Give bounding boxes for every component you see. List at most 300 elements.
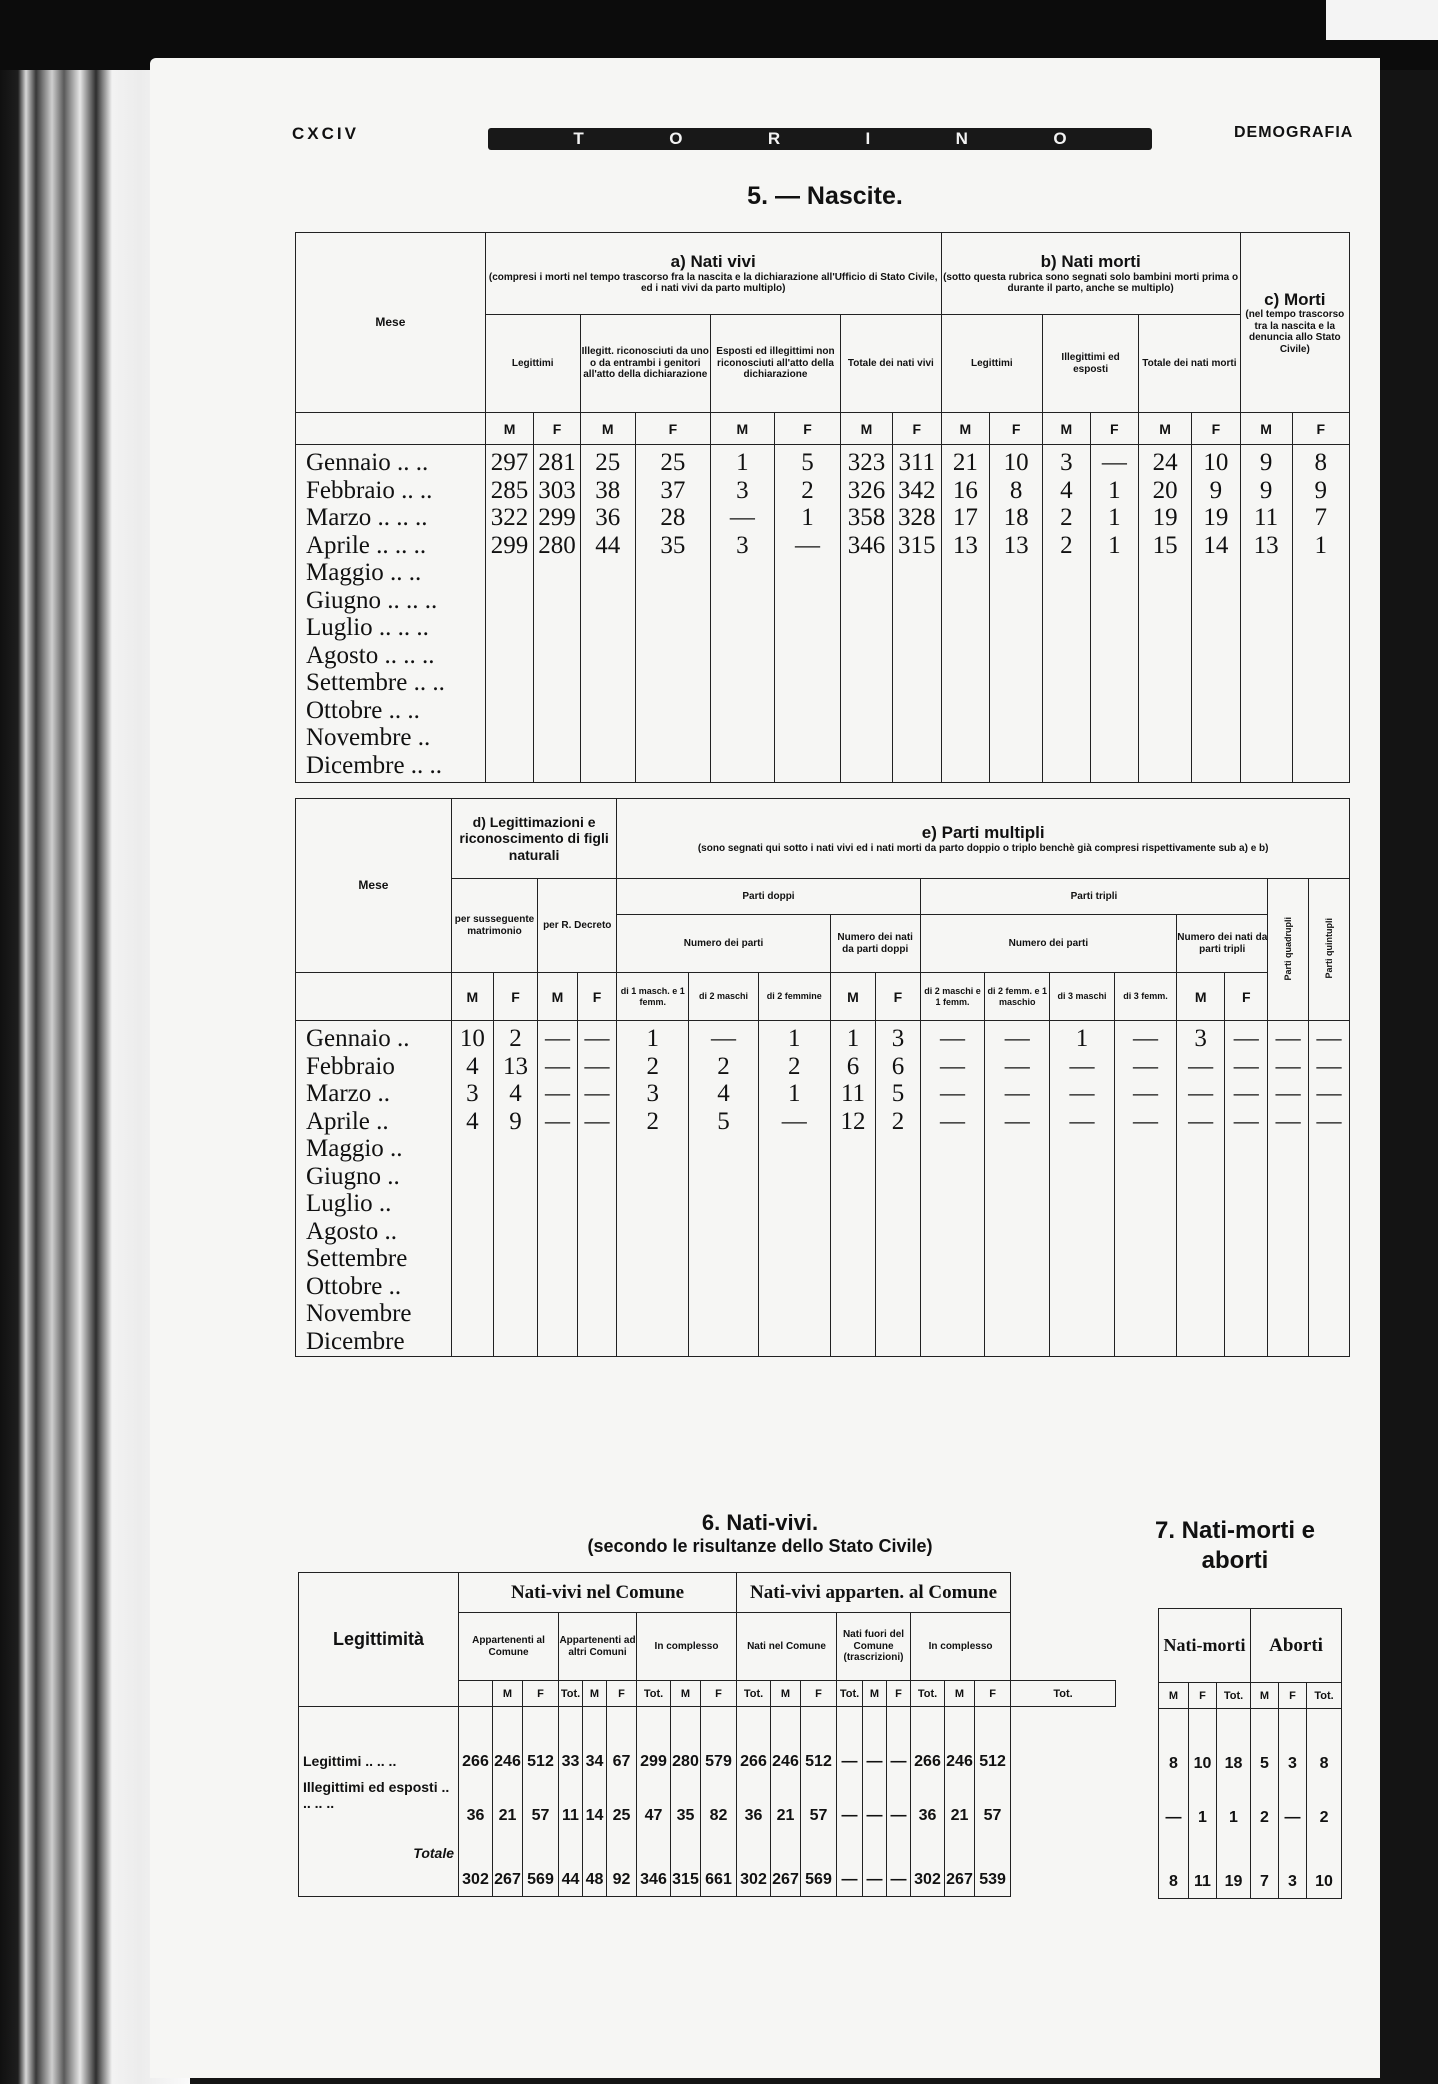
data-cell: 11 <box>840 1080 866 1107</box>
month-label: Gennaio .. .. <box>306 449 429 476</box>
data-cell: 1 <box>1229 1809 1238 1826</box>
month-label: Aprile .. .. .. <box>306 531 427 559</box>
data-cell: 5 <box>891 1080 905 1107</box>
data-cell: 1 <box>801 504 814 531</box>
data-cell: 2 <box>788 1052 801 1080</box>
data-cell: 2 <box>1060 504 1073 531</box>
data-cell: — <box>1316 1025 1342 1052</box>
m-label: M <box>771 1681 801 1707</box>
m-label: M <box>1240 413 1292 445</box>
data-cell: 267 <box>772 1871 799 1888</box>
data-cell: — <box>940 1080 965 1107</box>
data-cell: 13 <box>502 1052 528 1080</box>
data-cell: — <box>544 1052 570 1080</box>
data-cell: — <box>940 1052 965 1080</box>
f-label: F <box>975 1681 1011 1707</box>
data-cell: 267 <box>946 1871 973 1888</box>
data-column <box>1050 1021 1115 1357</box>
data-cell: 302 <box>740 1871 767 1888</box>
m-label: M <box>1159 1683 1189 1709</box>
data-cell: 9 <box>1314 476 1327 504</box>
data-cell: 35 <box>660 531 686 559</box>
data-cell: — <box>584 1025 610 1052</box>
data-cell: 285 <box>490 476 529 504</box>
data-cell: 14 <box>585 1807 604 1824</box>
f-label: F <box>1225 973 1268 1021</box>
f-label: F <box>701 1681 737 1707</box>
data-cell: 512 <box>805 1753 832 1770</box>
band-letter: O <box>1053 129 1067 148</box>
data-cell: 3 <box>891 1025 905 1052</box>
d-per-matr: per susseguente matrimonio <box>451 879 537 973</box>
c-header <box>1240 233 1349 413</box>
data-cell: 24 <box>1152 449 1178 476</box>
data-cell: 6 <box>891 1052 905 1080</box>
data-cell: 13 <box>1003 531 1029 559</box>
tot-label: Tot. <box>911 1681 945 1707</box>
band-letter: T <box>573 129 584 148</box>
data-cell: 3 <box>1288 1873 1297 1890</box>
data-cell: — <box>1133 1107 1159 1135</box>
data-cell: — <box>940 1025 965 1052</box>
data-cell: 5 <box>1260 1755 1269 1772</box>
m-label: M <box>841 413 893 445</box>
b-legittimi: Legittimi <box>941 315 1043 413</box>
g5: Nati fuori del Comune (trascrizioni) <box>837 1613 911 1681</box>
e-2f1m: di 2 femm. e 1 maschio <box>985 973 1050 1021</box>
data-cell: 21 <box>776 1807 795 1824</box>
data-cell: — <box>1004 1025 1030 1052</box>
e-title: e) Parti multipli <box>921 822 1045 842</box>
tot-label: Tot. <box>1217 1683 1251 1709</box>
tot-label: Tot. <box>837 1681 863 1707</box>
data-column <box>523 1707 559 1897</box>
tot-label: Tot. <box>737 1681 771 1707</box>
month-label: Maggio .. .. <box>306 559 422 586</box>
data-column <box>635 445 710 783</box>
data-cell: 92 <box>612 1871 631 1888</box>
data-cell: 1 <box>1198 1809 1207 1826</box>
data-cell: 10 <box>1193 1755 1212 1772</box>
data-cell: 28 <box>660 504 686 531</box>
data-cell: 10 <box>1315 1873 1333 1890</box>
f-label: F <box>523 1681 559 1707</box>
mf-blank <box>459 1681 493 1707</box>
data-cell: — <box>1101 449 1127 476</box>
row-label: Illegittimi ed esposti .. .. .. .. <box>303 1778 450 1811</box>
data-cell: 1 <box>1108 476 1121 504</box>
month-label: Ottobre .. .. <box>306 696 420 724</box>
data-cell: 579 <box>705 1753 732 1770</box>
data-column <box>892 445 941 783</box>
data-cell: 1 <box>646 1025 660 1052</box>
f-label: F <box>577 973 617 1021</box>
data-column <box>1309 1021 1350 1357</box>
nati-morti-header: Nati-morti <box>1159 1609 1251 1683</box>
data-cell: 44 <box>595 531 621 559</box>
data-column <box>801 1707 837 1897</box>
data-cell: 3 <box>646 1080 660 1107</box>
data-cell: 25 <box>660 449 686 476</box>
data-cell: 299 <box>640 1753 667 1770</box>
data-cell: 3 <box>1194 1025 1207 1052</box>
tot-label: Tot. <box>1011 1681 1116 1707</box>
m-label: M <box>451 973 493 1021</box>
b-note: (sotto questa rubrica sono segnati solo bambini morti prima o durante il parto, anche se multiplo) <box>943 271 1239 295</box>
data-cell: — <box>1233 1052 1259 1080</box>
e-2f: di 2 femmine <box>758 973 830 1021</box>
data-column <box>941 445 990 783</box>
data-cell: — <box>1188 1052 1214 1080</box>
data-cell: 266 <box>462 1753 489 1770</box>
data-cell: 34 <box>585 1753 604 1770</box>
nati-vivi-table <box>298 1572 1116 1897</box>
data-cell: 2 <box>891 1107 905 1135</box>
f-label: F <box>1192 413 1241 445</box>
data-cell: 19 <box>1224 1873 1243 1890</box>
data-cell: 569 <box>805 1871 832 1888</box>
data-column <box>1114 1021 1176 1357</box>
data-column <box>1225 1021 1268 1357</box>
data-cell: 1 <box>1108 504 1121 531</box>
data-cell: 13 <box>952 531 978 559</box>
data-cell: 10 <box>1003 449 1029 476</box>
data-cell: 35 <box>676 1807 695 1824</box>
month-list <box>296 445 486 783</box>
m-label: M <box>1043 413 1090 445</box>
data-cell: — <box>1004 1052 1030 1080</box>
data-cell: — <box>1275 1080 1301 1107</box>
data-cell: 3 <box>1060 449 1073 476</box>
data-cell: 4 <box>466 1052 479 1080</box>
data-cell: 1 <box>846 1025 860 1052</box>
c-note: (nel tempo trascorso tra la nascita e la denuncia allo Stato Civile) <box>1245 309 1345 355</box>
d-per-decr: per R. Decreto <box>538 879 617 973</box>
data-cell: 10 <box>459 1025 485 1052</box>
data-cell: 12 <box>840 1107 866 1135</box>
data-cell: 14 <box>1203 531 1229 559</box>
m-label: M <box>538 973 578 1021</box>
data-column <box>1307 1709 1342 1899</box>
data-column <box>774 445 840 783</box>
f-label: F <box>990 413 1043 445</box>
data-cell: 9 <box>1209 476 1223 504</box>
month-list <box>296 1021 452 1357</box>
data-cell: 2 <box>1260 1809 1269 1826</box>
data-cell: — <box>1316 1107 1342 1135</box>
e-quintupli-label: Parti quintupli <box>1323 918 1334 979</box>
data-cell: 2 <box>801 476 814 504</box>
data-cell: 297 <box>490 449 529 476</box>
data-cell: 36 <box>466 1807 485 1824</box>
data-column <box>493 1707 523 1897</box>
data-cell: 44 <box>561 1871 580 1888</box>
m-label: M <box>830 973 876 1021</box>
month-label: Luglio .. <box>306 1190 392 1217</box>
data-column <box>920 1021 985 1357</box>
b-illegittimi: Illegittimi ed esposti <box>1043 315 1139 413</box>
data-column <box>1192 445 1241 783</box>
e-numero-parti: Numero dei parti <box>920 915 1177 973</box>
data-column <box>1139 445 1192 783</box>
b-title: b) Nati morti <box>1040 252 1141 272</box>
month-label: Marzo .. .. .. <box>306 504 428 531</box>
data-cell: 11 <box>562 1807 579 1824</box>
a-note: (compresi i morti nel tempo trascorso fra la nascita e la dichiarazione all'Ufficio di Stato Civile, ed i nati vivi da parto multiplo) <box>488 271 938 295</box>
m-label: M <box>1139 413 1192 445</box>
m-label: M <box>945 1681 975 1707</box>
e-num-nati-doppi: Numero dei nati da parti doppi <box>830 915 920 973</box>
band-letter: N <box>955 129 968 148</box>
month-label: Aprile .. <box>306 1107 389 1135</box>
data-column <box>985 1021 1050 1357</box>
data-column <box>493 1021 537 1357</box>
data-cell: 18 <box>1003 504 1029 531</box>
data-cell: — <box>584 1080 610 1107</box>
section5-title: 5. — Nascite. <box>747 182 903 210</box>
data-column <box>737 1707 771 1897</box>
data-cell: — <box>1188 1107 1214 1135</box>
data-cell: 246 <box>494 1753 521 1770</box>
data-cell: 4 <box>1060 476 1073 504</box>
data-cell: — <box>1004 1080 1030 1107</box>
data-cell: — <box>1275 1025 1301 1052</box>
scan-corner <box>1326 0 1438 40</box>
data-cell: 328 <box>898 504 936 531</box>
data-cell: 281 <box>538 449 576 476</box>
data-cell: 21 <box>498 1807 517 1824</box>
data-cell: — <box>544 1025 570 1052</box>
data-cell: 3 <box>736 476 749 504</box>
data-cell: 25 <box>612 1807 631 1824</box>
data-column <box>1090 445 1139 783</box>
data-cell: 8 <box>1009 476 1023 504</box>
data-cell: 3 <box>1288 1755 1297 1772</box>
data-cell: 18 <box>1224 1755 1243 1772</box>
data-cell: 303 <box>538 476 576 504</box>
data-cell: 36 <box>918 1807 937 1824</box>
g4: Nati nel Comune <box>737 1613 837 1681</box>
section-header: DEMOGRAFIA <box>1234 124 1354 141</box>
g3: In complesso <box>637 1613 737 1681</box>
data-column <box>577 1021 617 1357</box>
month-label: Novembre <box>306 1300 412 1327</box>
m-label: M <box>1251 1683 1279 1709</box>
data-cell: 4 <box>509 1080 522 1107</box>
data-cell: — <box>711 1025 737 1052</box>
g2: Appartenenti ad altri Comuni <box>559 1613 637 1681</box>
data-cell: 2 <box>509 1025 522 1052</box>
legittimazioni-parti-table <box>295 798 1350 1357</box>
data-cell: 3 <box>466 1080 479 1107</box>
data-cell: 1 <box>1075 1025 1089 1052</box>
month-label: Giugno .. .. .. <box>306 586 438 614</box>
data-cell: — <box>1233 1080 1259 1107</box>
a-esposti: Esposti ed illegittimi non riconosciuti all'atto della dichiarazione <box>710 315 840 413</box>
data-cell: 8 <box>1169 1873 1178 1890</box>
f-label: F <box>635 413 710 445</box>
e-header <box>617 799 1350 879</box>
a-totale: Totale dei nati vivi <box>841 315 942 413</box>
data-cell: 7 <box>1260 1873 1269 1890</box>
data-cell: 57 <box>531 1807 550 1824</box>
data-cell: 19 <box>1152 504 1178 531</box>
section6-subtitle: (secondo le risultanze dello Stato Civile) <box>587 1536 933 1556</box>
e-3m: di 3 maschi <box>1050 973 1115 1021</box>
data-column <box>758 1021 830 1357</box>
data-cell: 1 <box>1108 531 1121 559</box>
b-header <box>941 233 1240 315</box>
section7-title: 7. Nati-morti e aborti <box>1154 1517 1316 1574</box>
col-mese: Mese <box>296 233 486 413</box>
month-label: Ottobre .. <box>306 1272 402 1300</box>
f-label: F <box>876 973 920 1021</box>
data-cell: — <box>794 531 820 559</box>
data-cell: 280 <box>538 531 576 559</box>
data-column <box>771 1707 801 1897</box>
data-column <box>583 1707 607 1897</box>
band-letter: R <box>767 129 781 148</box>
month-label: Novembre .. <box>306 724 431 751</box>
data-column <box>671 1707 701 1897</box>
m-label: M <box>493 1681 523 1707</box>
data-cell: 82 <box>709 1807 728 1824</box>
c-title: c) Morti <box>1264 289 1326 309</box>
data-column <box>863 1707 887 1897</box>
nel-comune-header: Nati-vivi nel Comune <box>459 1573 737 1613</box>
month-label: Dicembre .. .. <box>306 751 443 779</box>
e-3f: di 3 femm. <box>1114 973 1176 1021</box>
data-cell: — <box>940 1107 965 1135</box>
data-cell: 2 <box>646 1107 660 1135</box>
m-label: M <box>583 1681 607 1707</box>
data-cell: 322 <box>490 504 529 531</box>
section6-title: 6. Nati-vivi. <box>701 1510 819 1535</box>
data-cell: 323 <box>847 449 886 476</box>
nascite-table <box>295 232 1350 783</box>
data-cell: 569 <box>527 1871 554 1888</box>
data-cell: — <box>866 1807 883 1824</box>
month-label: Gennaio .. <box>306 1025 410 1052</box>
data-column <box>876 1021 920 1357</box>
m-label: M <box>671 1681 701 1707</box>
data-cell: 9 <box>509 1107 522 1135</box>
month-label: Giugno .. <box>306 1162 400 1190</box>
e-2m1f: di 2 maschi e 1 femm. <box>920 973 985 1021</box>
data-cell: — <box>890 1871 907 1888</box>
e-numero-parti: Numero dei parti <box>617 915 830 973</box>
data-cell: 17 <box>952 504 978 531</box>
f-label: F <box>892 413 941 445</box>
data-column <box>607 1707 637 1897</box>
data-column <box>534 445 580 783</box>
data-cell: 266 <box>914 1753 941 1770</box>
data-cell: — <box>1069 1080 1095 1107</box>
data-cell: 48 <box>585 1871 604 1888</box>
data-cell: 25 <box>595 449 621 476</box>
data-cell: 11 <box>1254 504 1279 531</box>
data-column <box>538 1021 578 1357</box>
month-label: Dicembre <box>306 1327 405 1355</box>
data-cell: 315 <box>898 531 936 559</box>
tot-label: Tot. <box>1307 1683 1342 1709</box>
data-cell: 358 <box>847 504 886 531</box>
data-cell: 47 <box>644 1807 663 1824</box>
data-cell: — <box>1133 1080 1159 1107</box>
data-column <box>945 1707 975 1897</box>
e-tripli: Parti tripli <box>920 879 1268 915</box>
data-column <box>1268 1021 1309 1357</box>
data-cell: 5 <box>801 449 814 476</box>
data-cell: — <box>1284 1809 1301 1826</box>
data-cell: 7 <box>1314 504 1327 531</box>
tot-label: Tot. <box>559 1681 583 1707</box>
data-cell: — <box>781 1107 807 1135</box>
data-column <box>990 445 1043 783</box>
data-cell: 2 <box>717 1052 730 1080</box>
data-cell: — <box>729 504 755 531</box>
band-letter: O <box>669 129 683 148</box>
nati-morti-aborti-table <box>1158 1608 1342 1899</box>
data-cell: 346 <box>847 531 886 559</box>
f-label: F <box>801 1681 837 1707</box>
data-column <box>1043 445 1090 783</box>
data-column <box>887 1707 911 1897</box>
data-column <box>485 445 534 783</box>
m-label: M <box>710 413 774 445</box>
month-label: Settembre .. .. <box>306 669 445 696</box>
data-cell: 4 <box>466 1107 479 1135</box>
month-label: Luglio .. .. .. <box>306 614 429 641</box>
data-cell: 1 <box>736 449 749 476</box>
row-label: Legittimi .. .. .. <box>303 1752 397 1769</box>
section6-title-block <box>480 1510 1040 1557</box>
data-cell: — <box>1188 1080 1214 1107</box>
data-cell: — <box>841 1807 858 1824</box>
data-cell: — <box>1004 1107 1030 1135</box>
data-column <box>975 1707 1011 1897</box>
data-column <box>911 1707 945 1897</box>
data-cell: 299 <box>538 504 576 531</box>
data-cell: — <box>841 1871 858 1888</box>
appart-comune-header: Nati-vivi apparten. al Comune <box>737 1573 1011 1613</box>
data-cell: 36 <box>744 1807 763 1824</box>
data-cell: — <box>544 1080 570 1107</box>
e-quintupli <box>1309 879 1350 1021</box>
data-cell: — <box>866 1871 883 1888</box>
f-label: F <box>534 413 580 445</box>
data-column <box>689 1021 759 1357</box>
page-number: CXCIV <box>292 124 359 143</box>
data-cell: — <box>1165 1809 1182 1826</box>
month-label: Agosto .. .. .. <box>306 641 435 669</box>
data-cell: — <box>1316 1052 1342 1080</box>
data-cell: — <box>584 1107 610 1135</box>
data-column <box>837 1707 863 1897</box>
mf-blank <box>296 413 486 445</box>
data-cell: 246 <box>946 1753 973 1770</box>
data-cell: 2 <box>1319 1809 1329 1826</box>
e-num-nati-tripli: Numero dei nati da parti tripli <box>1177 915 1268 973</box>
legittimita-header: Legittimità <box>299 1573 459 1707</box>
month-label: Febbraio .. .. <box>306 476 433 504</box>
b-totale: Totale dei nati morti <box>1139 315 1241 413</box>
f-label: F <box>493 973 537 1021</box>
row-labels <box>299 1707 459 1897</box>
e-doppi: Parti doppi <box>617 879 920 915</box>
data-cell: 67 <box>612 1753 631 1770</box>
data-cell: — <box>1069 1052 1095 1080</box>
